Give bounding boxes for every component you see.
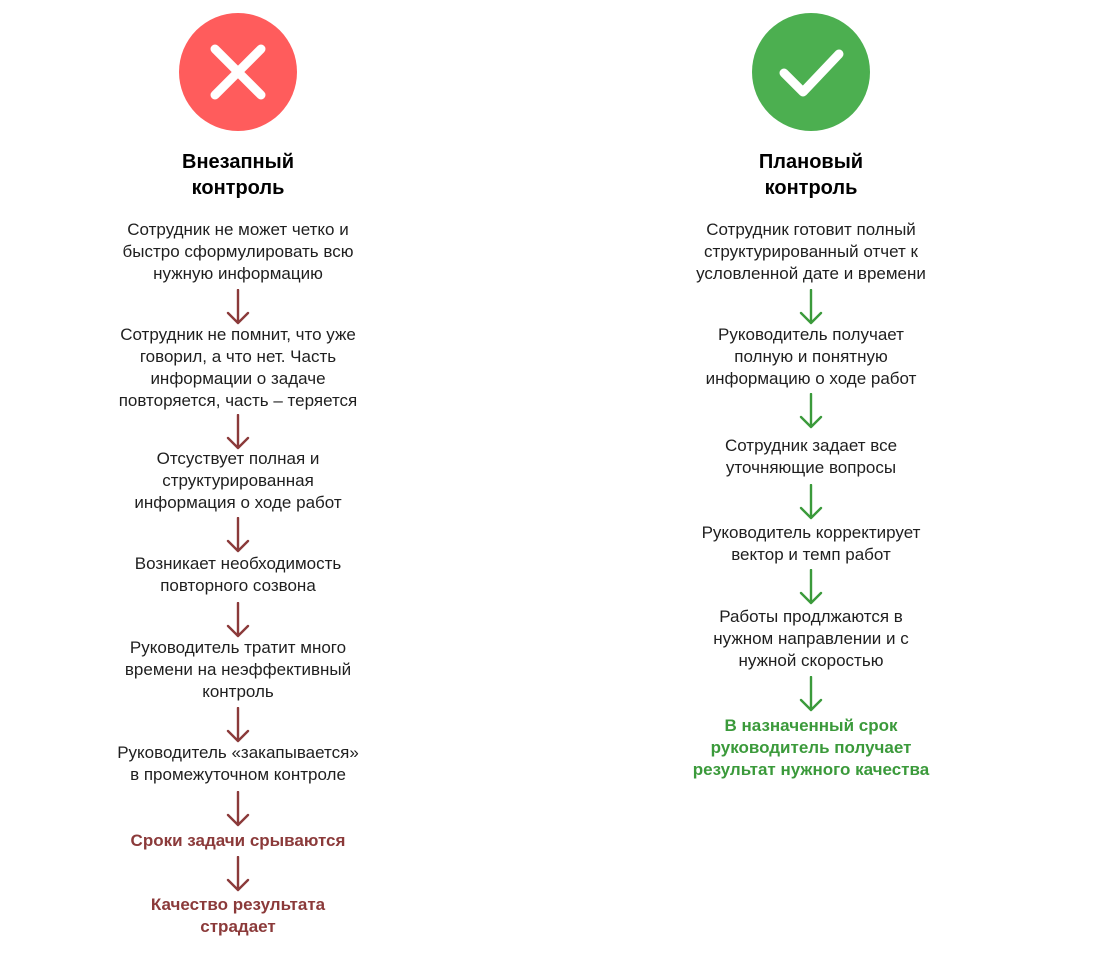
down-arrow-icon [799, 484, 823, 520]
cross-icon [178, 12, 298, 132]
sudden-step-6: Руководитель «закапывается» в промежуточном контроле [117, 743, 359, 784]
planned-step-4: Руководитель корректирует вектор и темп работ [701, 523, 921, 564]
planned-step-1: Сотрудник готовит полный структурированный отчет к условленной дате и времени [696, 220, 926, 283]
sudden-outcome-deadline: Сроки задачи срываются [130, 831, 346, 850]
sudden-control-heading: Внезапный контроль [182, 151, 294, 199]
sudden-step-3: Отсуствует полная и структурированная информация о ходе работ [134, 449, 342, 512]
planned-step-2: Руководитель получает полную и понятную информацию о ходе работ [705, 325, 917, 388]
down-arrow-icon [799, 676, 823, 712]
down-arrow-icon [799, 289, 823, 325]
sudden-outcome-quality: Качество результата страдает [150, 895, 326, 936]
down-arrow-icon [799, 393, 823, 429]
sudden-step-2: Сотрудник не помнит, что уже говорил, а что нет. Часть информации о задаче повторяется, часть – теряется [118, 325, 358, 410]
sudden-step-5: Руководитель тратит много времени на неэффективный контроль [124, 638, 352, 701]
down-arrow-icon [226, 414, 250, 450]
down-arrow-icon [226, 602, 250, 638]
planned-outcome: В назначенный срок руководитель получает результат нужного качества [692, 716, 930, 779]
down-arrow-icon [226, 856, 250, 892]
check-icon [751, 12, 871, 132]
planned-step-3: Сотрудник задает все уточняющие вопросы [724, 436, 898, 477]
down-arrow-icon [226, 791, 250, 827]
down-arrow-icon [226, 289, 250, 325]
planned-step-5: Работы продлжаются в нужном направлении и с нужной скоростью [713, 607, 909, 670]
sudden-step-4: Возникает необходимость повторного созвона [134, 554, 342, 595]
down-arrow-icon [799, 569, 823, 605]
down-arrow-icon [226, 707, 250, 743]
sudden-step-1: Сотрудник не может четко и быстро сформулировать всю нужную информацию [122, 220, 354, 283]
down-arrow-icon [226, 517, 250, 553]
planned-control-heading: Плановый контроль [758, 151, 864, 199]
